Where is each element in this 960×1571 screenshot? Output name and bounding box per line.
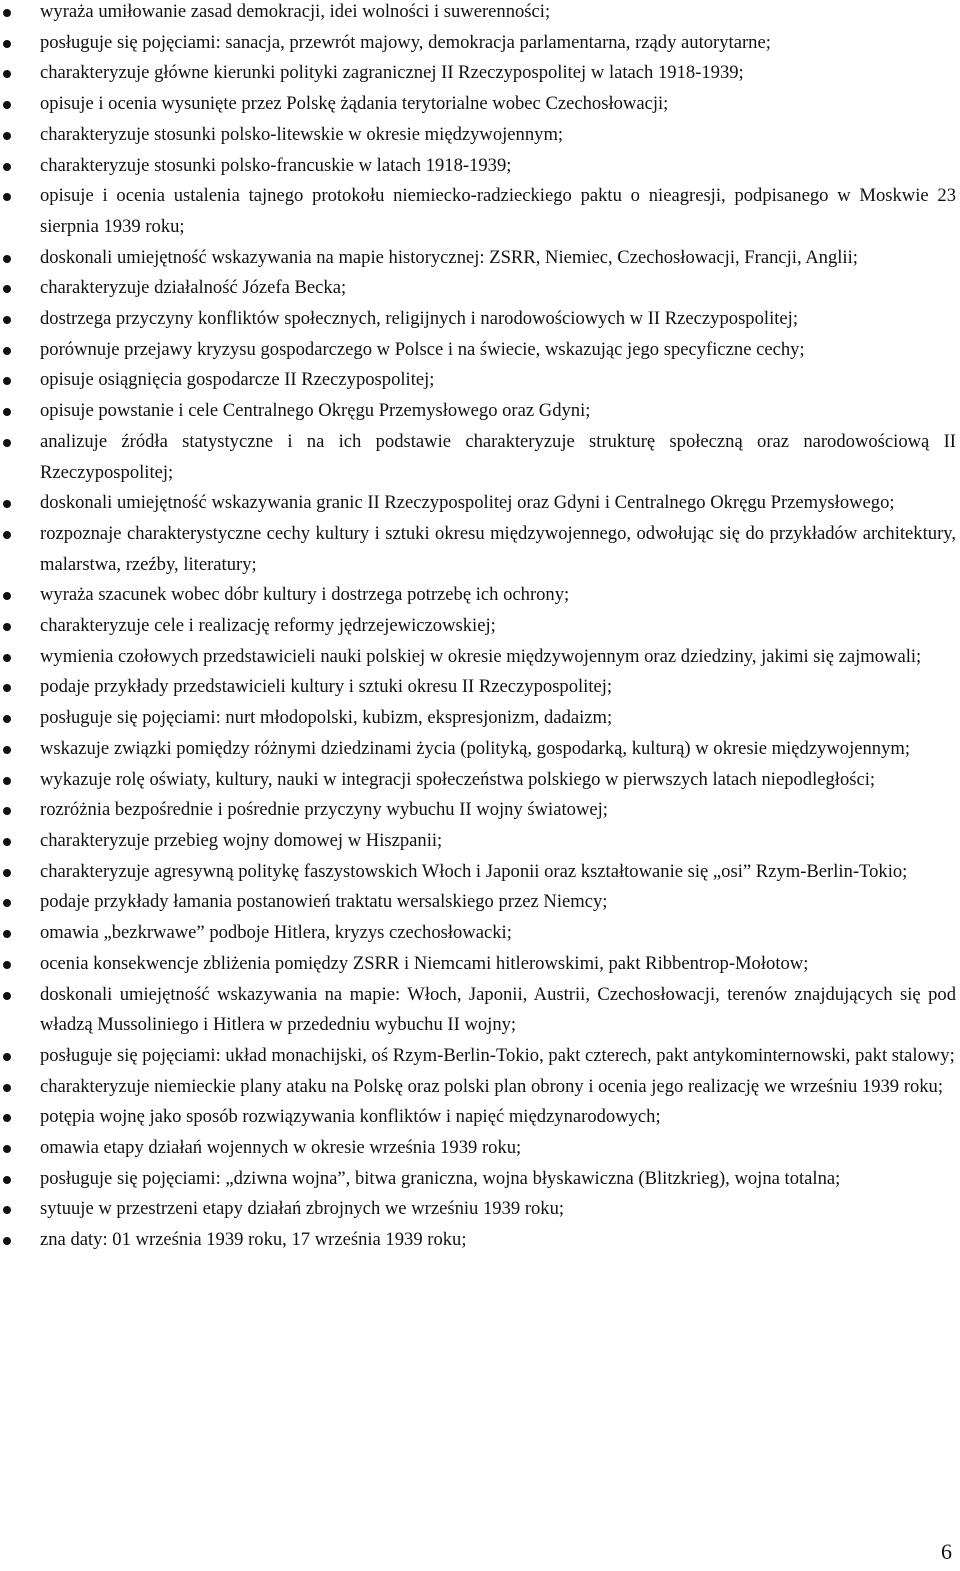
list-item: [0, 335, 956, 366]
bullet-icon: [3, 807, 11, 815]
list-item-text: wyraża umiłowanie zasad demokracji, idei wolności i suwerenności;: [40, 1, 551, 22]
bullet-icon: [3, 40, 11, 48]
list-item-text: doskonali umiejętność wskazywania na mapie historycznej: ZSRR, Niemiec, Czechosłowacji, Francji, Anglii;: [40, 246, 858, 268]
list-item-text: wyraża szacunek wobec dóbr kultury i dostrzega potrzebę ich ochrony;: [40, 584, 570, 606]
list-item: [0, 642, 956, 673]
bullet-icon: [3, 899, 11, 907]
list-item-text: wykazuje rolę oświaty, kultury, nauki w integracji społeczeństwa polskiego w pierwszych latach niepodległości;: [40, 768, 876, 790]
bullet-icon: [3, 285, 11, 293]
list-item-text: charakteryzuje niemieckie plany ataku na Polskę oraz polski plan obrony i ocenia jego realizację we wrześniu 1939 roku;: [40, 1075, 944, 1097]
list-item: [0, 1225, 956, 1256]
bullet-icon: [3, 531, 11, 539]
list-item: [0, 28, 956, 59]
list-item: [0, 1102, 956, 1133]
list-item-text: charakteryzuje stosunki polsko-litewskie w okresie międzywojennym;: [40, 123, 564, 145]
list-item-text: potępia wojnę jako sposób rozwiązywania konfliktów i napięć międzynarodowych;: [40, 1106, 661, 1128]
list-item: [0, 611, 956, 642]
list-item: [0, 980, 956, 1041]
bullet-icon: [3, 777, 11, 785]
list-item: [0, 1041, 956, 1072]
list-item: [0, 1194, 956, 1225]
bullet-icon: [3, 715, 11, 723]
bullet-icon: [3, 316, 11, 324]
list-item: [0, 1072, 956, 1103]
list-item-text: charakteryzuje główne kierunki polityki zagranicznej II Rzeczypospolitej w latach 1918-1939;: [40, 62, 744, 84]
list-item-text: opisuje powstanie i cele Centralnego Okręgu Przemysłowego oraz Gdyni;: [40, 400, 591, 422]
list-item-text: omawia etapy działań wojennych w okresie września 1939 roku;: [40, 1137, 522, 1159]
bullet-icon: [3, 408, 11, 416]
bullet-icon: [3, 1145, 11, 1153]
list-item-text: opisuje osiągnięcia gospodarcze II Rzeczypospolitej;: [40, 369, 435, 391]
list-item: [0, 580, 956, 611]
list-item: [0, 795, 956, 826]
list-item-text: charakteryzuje cele i realizację reformy jędrzejewiczowskiej;: [40, 615, 496, 637]
bullet-icon: [3, 132, 11, 140]
bullet-icon: [3, 838, 11, 846]
bullet-icon: [3, 1114, 11, 1122]
list-item: [0, 734, 956, 765]
list-item-text: wskazuje związki pomiędzy różnymi dziedzinami życia (polityką, gospodarką, kulturą) w okresie międzywojennym;: [40, 737, 911, 759]
list-item: [0, 887, 956, 918]
bullet-icon: [3, 500, 11, 508]
list-item: [0, 857, 956, 888]
list-item-text: charakteryzuje działalność Józefa Becka;: [40, 277, 347, 299]
list-item-text: posługuje się pojęciami: sanacja, przewrót majowy, demokracja parlamentarna, rządy autorytarne;: [40, 31, 771, 53]
list-item: [0, 672, 956, 703]
list-item: [0, 273, 956, 304]
list-item: [0, 120, 956, 151]
list-item-text: posługuje się pojęciami: „dziwna wojna”, bitwa graniczna, wojna błyskawiczna (Blitzkrieg), wojna totalna;: [40, 1167, 841, 1189]
list-item-text: charakteryzuje agresywną politykę faszystowskich Włoch i Japonii oraz kształtowanie się „osi” Rzym-Berlin-Tokio;: [40, 860, 908, 882]
list-item: [0, 765, 956, 796]
bullet-icon: [3, 439, 11, 447]
bullet-icon: [3, 70, 11, 78]
bullet-icon: [3, 592, 11, 600]
list-item: [0, 304, 956, 335]
page-number: 6: [941, 1539, 952, 1564]
bullet-icon: [3, 1084, 11, 1092]
list-item: [0, 396, 956, 427]
list-item: [0, 0, 956, 28]
list-item: [0, 1164, 956, 1195]
list-item-text: posługuje się pojęciami: nurt młodopolski, kubizm, ekspresjonizm, dadaizm;: [40, 707, 613, 729]
list-item-text: wymienia czołowych przedstawicieli nauki polskiej w okresie międzywojennym oraz dziedziny, jakimi się zajmowali;: [40, 645, 922, 667]
list-item: [0, 181, 956, 242]
bullet-icon: [3, 9, 11, 17]
list-item-text: rozpoznaje charakterystyczne cechy kultury i sztuki okresu międzywojennego, odwołując się do przykładów architektury, malarstwa, rzeźby, literatury;: [40, 522, 956, 575]
list-item: [0, 243, 956, 274]
list-item: [0, 365, 956, 396]
list-item-text: opisuje i ocenia ustalenia tajnego protokołu niemiecko-radzieckiego paktu o nieagresji, podpisanego w Moskwie 23 sierpnia 1939 roku;: [40, 185, 956, 237]
bullet-icon: [3, 746, 11, 754]
list-item-text: analizuje źródła statystyczne i na ich podstawie charakteryzuje strukturę społeczną oraz narodowościową II Rzeczypospolitej;: [40, 430, 956, 483]
list-item: [0, 949, 956, 980]
list-item: [0, 519, 956, 580]
bullet-icon: [3, 1176, 11, 1184]
list-item-text: posługuje się pojęciami: układ monachijski, oś Rzym-Berlin-Tokio, pakt czterech, pakt antykominternowski, pakt stalowy;: [40, 1044, 955, 1066]
list-item: [0, 703, 956, 734]
list-item-text: zna daty: 01 września 1939 roku, 17 września 1939 roku;: [40, 1229, 467, 1251]
list-item-text: podaje przykłady przedstawicieli kultury i sztuki okresu II Rzeczypospolitej;: [40, 676, 613, 698]
list-item-text: charakteryzuje przebieg wojny domowej w Hiszpanii;: [40, 829, 443, 851]
list-item-text: ocenia konsekwencje zbliżenia pomiędzy ZSRR i Niemcami hitlerowskimi, pakt Ribbentrop-Mołotow;: [40, 952, 809, 974]
list-item-text: rozróżnia bezpośrednie i pośrednie przyczyny wybuchu II wojny światowej;: [40, 799, 608, 821]
bullet-icon: [3, 1237, 11, 1245]
list-item-text: porównuje przejawy kryzysu gospodarczego w Polsce i na świecie, wskazując jego specyficzne cechy;: [40, 338, 805, 360]
list-item-text: doskonali umiejętność wskazywania granic II Rzeczypospolitej oraz Gdyni i Centralnego Okręgu Przemysłowego;: [40, 492, 895, 514]
list-item: [0, 1133, 956, 1164]
bullet-icon: [3, 930, 11, 938]
bullet-icon: [3, 961, 11, 969]
bullet-icon: [3, 654, 11, 662]
list-item-text: dostrzega przyczyny konfliktów społecznych, religijnych i narodowościowych w II Rzeczypospolitej;: [40, 308, 798, 330]
list-item-text: podaje przykłady łamania postanowień traktatu wersalskiego przez Niemcy;: [40, 891, 608, 913]
list-item-text: omawia „bezkrwawe” podboje Hitlera, kryzys czechosłowacki;: [40, 922, 512, 944]
list-item-text: opisuje i ocenia wysunięte przez Polskę żądania terytorialne wobec Czechosłowacji;: [40, 93, 669, 115]
bullet-icon: [3, 684, 11, 692]
bullet-icon: [3, 101, 11, 109]
bullet-icon: [3, 992, 11, 1000]
list-item-text: sytuuje w przestrzeni etapy działań zbrojnych we wrześniu 1939 roku;: [40, 1198, 565, 1220]
bullet-icon: [3, 193, 11, 201]
list-item: [0, 151, 956, 182]
list-item-text: charakteryzuje stosunki polsko-francuskie w latach 1918-1939;: [40, 154, 512, 176]
list-item-text: doskonali umiejętność wskazywania na mapie: Włoch, Japonii, Austrii, Czechosłowacji, terenów znajdujących się pod władzą Mussoliniego i Hitlera w przededniu wybuchu II wojny;: [40, 983, 956, 1036]
bullet-icon: [3, 623, 11, 631]
list-item: [0, 427, 956, 488]
list-item: [0, 89, 956, 120]
list-item: [0, 58, 956, 89]
bullet-icon: [3, 347, 11, 355]
bullet-icon: [3, 1206, 11, 1214]
bullet-icon: [3, 377, 11, 385]
bullet-icon: [3, 869, 11, 877]
bullet-icon: [3, 255, 11, 263]
bullet-icon: [3, 163, 11, 171]
bullet-icon: [3, 1053, 11, 1061]
list-item: [0, 826, 956, 857]
list-item: [0, 488, 956, 519]
list-item: [0, 918, 956, 949]
